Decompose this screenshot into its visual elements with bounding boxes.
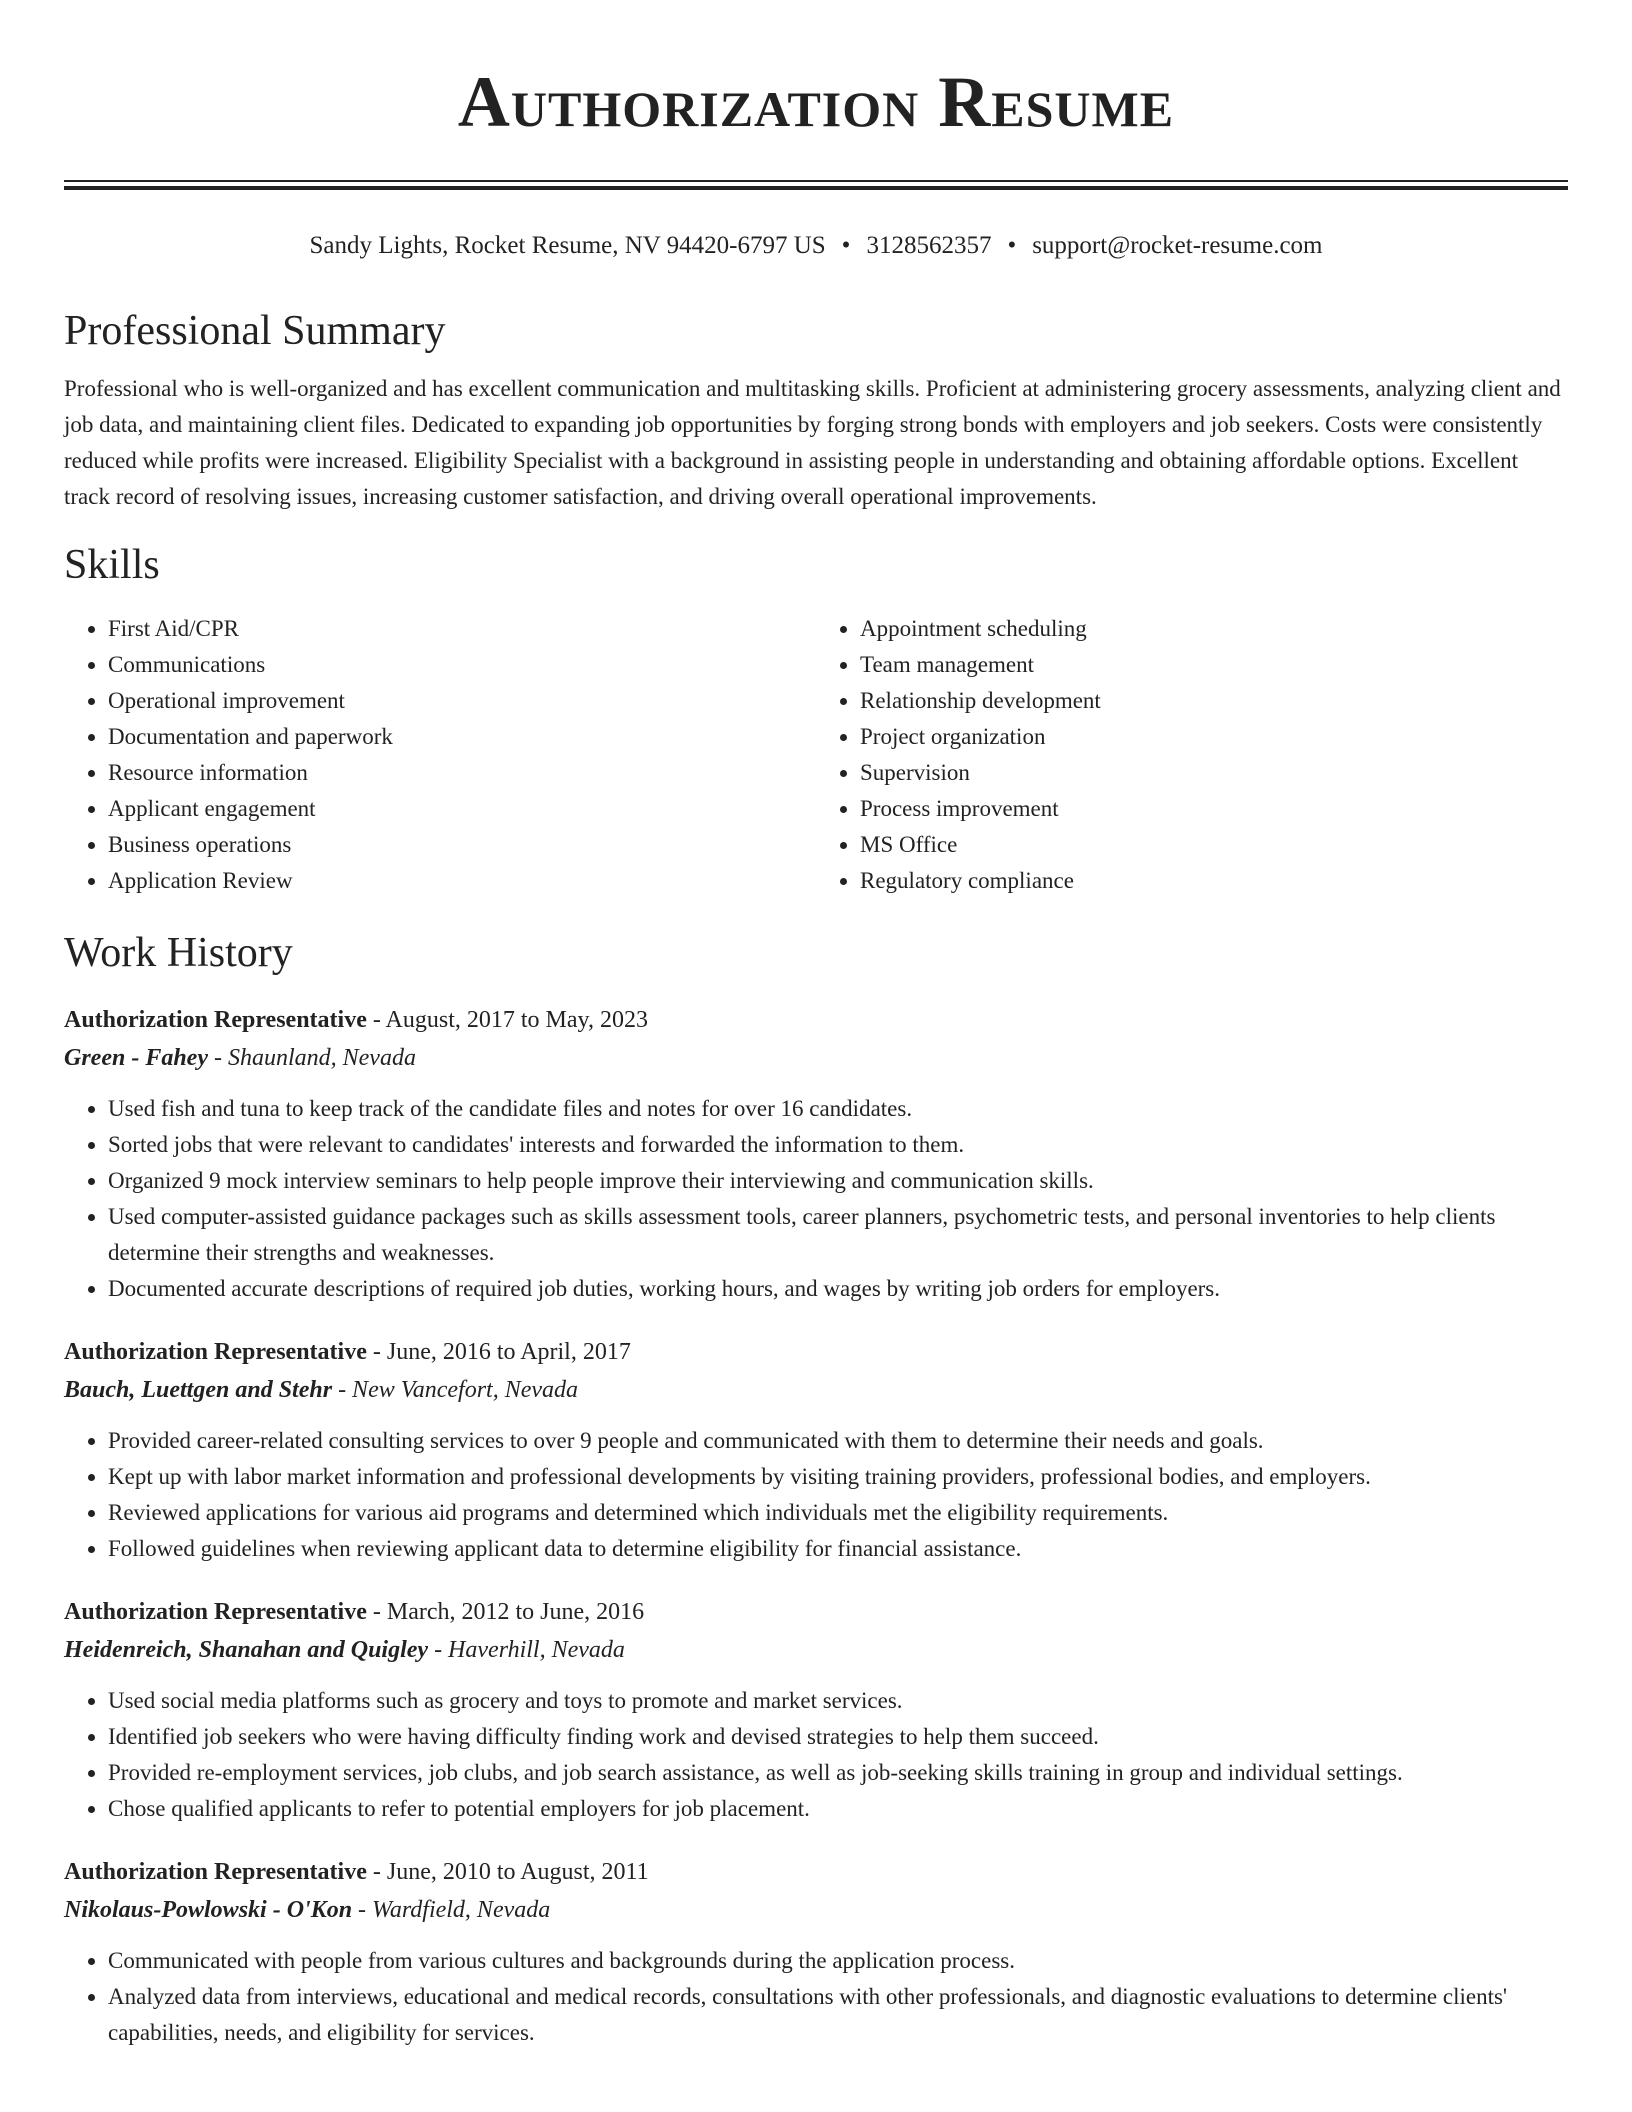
duty-item: • Provided career-related consulting services to over 9 people and communicated with them to determine their needs and goals.: [108, 1423, 1568, 1459]
contact-phone: 3128562357: [866, 232, 992, 259]
job-location: - Wardfield, Nevada: [352, 1897, 551, 1923]
skill-item: • Regulatory compliance: [860, 863, 1568, 899]
skill-item: • MS Office: [860, 827, 1568, 863]
contact-address: Sandy Lights, Rocket Resume, NV 94420-6797 US: [309, 232, 826, 259]
job-dates: - June, 2016 to April, 2017: [366, 1339, 631, 1365]
job-dates: - March, 2012 to June, 2016: [366, 1599, 645, 1625]
skills-heading: Skills: [64, 542, 160, 588]
duty-item: • Analyzed data from interviews, educational and medical records, consultations with other professionals, and diagnostic evaluations to determine clients' capabilities, needs, and eligibility for services.: [108, 1979, 1568, 2051]
resume-title: Authorization Resume: [457, 62, 1175, 142]
skill-item: • Operational improvement: [108, 683, 816, 719]
job-dates: - August, 2017 to May, 2023: [366, 1007, 648, 1033]
skills-list-right: [816, 611, 1568, 899]
skill-item: • Communications: [108, 647, 816, 683]
contact-line: [64, 229, 1568, 263]
title-rule-thin: [64, 180, 1568, 182]
job-company-line: [64, 1631, 1568, 1669]
job-role: Authorization Representative: [64, 1599, 367, 1625]
skill-item: • Application Review: [108, 863, 816, 899]
job-title-line: [64, 1853, 1568, 1891]
job-duties: [64, 1091, 1568, 1307]
skill-item: • Relationship development: [860, 683, 1568, 719]
skill-item: • Supervision: [860, 755, 1568, 791]
skill-item: • Applicant engagement: [108, 791, 816, 827]
skill-item: • Documentation and paperwork: [108, 719, 816, 755]
duty-item: • Followed guidelines when reviewing applicant data to determine eligibility for financial assistance.: [108, 1531, 1568, 1567]
duty-item: • Used computer-assisted guidance packages such as skills assessment tools, career planners, psychometric tests, and personal inventories to help clients determine their strengths and weaknesses.: [108, 1199, 1568, 1271]
job-title-line: [64, 1001, 1568, 1039]
skill-item: • Appointment scheduling: [860, 611, 1568, 647]
duty-item: • Used fish and tuna to keep track of the candidate files and notes for over 16 candidates.: [108, 1091, 1568, 1127]
duty-item: • Used social media platforms such as grocery and toys to promote and market services.: [108, 1683, 1568, 1719]
duty-item: • Sorted jobs that were relevant to candidates' interests and forwarded the information to them.: [108, 1127, 1568, 1163]
job-role: Authorization Representative: [64, 1339, 367, 1365]
job-location: - New Vancefort, Nevada: [332, 1377, 579, 1403]
job-title-line: [64, 1333, 1568, 1371]
duty-item: • Provided re-employment services, job clubs, and job search assistance, as well as job-seeking skills training in group and individual settings.: [108, 1755, 1568, 1791]
job-company: Bauch, Luettgen and Stehr: [64, 1377, 333, 1403]
duty-item: • Reviewed applications for various aid programs and determined which individuals met the eligibility requirements.: [108, 1495, 1568, 1531]
job-duties: [64, 1423, 1568, 1567]
skills-list-left: [64, 611, 816, 899]
job-company-line: [64, 1891, 1568, 1929]
contact-separator: •: [1007, 232, 1017, 259]
job-entry: [64, 1333, 1568, 1567]
job-location: - Shaunland, Nevada: [207, 1045, 416, 1071]
duty-item: • Organized 9 mock interview seminars to help people improve their interviewing and communication skills.: [108, 1163, 1568, 1199]
job-company: Green - Fahey: [64, 1045, 208, 1071]
skill-item: • Team management: [860, 647, 1568, 683]
contact-separator: •: [841, 232, 851, 259]
skill-item: • Resource information: [108, 755, 816, 791]
job-entry: [64, 1853, 1568, 2051]
resume-page: [64, 0, 1568, 2051]
job-company: Heidenreich, Shanahan and Quigley: [64, 1637, 429, 1663]
job-location: - Haverhill, Nevada: [428, 1637, 625, 1663]
contact-email: support@rocket-resume.com: [1032, 232, 1323, 259]
summary-text: Professional who is well-organized and has excellent communication and multitasking skills. Proficient at administering grocery assessments, analyzing client and job data, and maintaining client files. Dedicated to expanding job opportunities by forging strong bonds with employers and job seekers. Costs were consistently reduced while profits were increased. Eligibility Specialist with a background in assisting people in understanding and obtaining affordable options. Excellent track record of resolving issues, increasing customer satisfaction, and driving overall operational improvements.: [64, 376, 1561, 509]
duty-item: • Identified job seekers who were having difficulty finding work and devised strategies to help them succeed.: [108, 1719, 1568, 1755]
skills-grid: [64, 611, 1568, 899]
skill-item: • Business operations: [108, 827, 816, 863]
job-company: Nikolaus-Powlowski - O'Kon: [64, 1897, 353, 1923]
job-dates: - June, 2010 to August, 2011: [366, 1859, 649, 1885]
skill-item: • Process improvement: [860, 791, 1568, 827]
job-duties: [64, 1683, 1568, 1827]
skill-item: • First Aid/CPR: [108, 611, 816, 647]
job-company-line: [64, 1039, 1568, 1077]
duty-item: • Chose qualified applicants to refer to potential employers for job placement.: [108, 1791, 1568, 1827]
duty-item: • Communicated with people from various cultures and backgrounds during the application process.: [108, 1943, 1568, 1979]
title-rule-thick: [64, 186, 1568, 190]
job-entry: [64, 1001, 1568, 1307]
title-double-rule: [64, 180, 1568, 191]
job-company-line: [64, 1371, 1568, 1409]
job-entry: [64, 1593, 1568, 1827]
skill-item: • Project organization: [860, 719, 1568, 755]
job-role: Authorization Representative: [64, 1859, 367, 1885]
job-title-line: [64, 1593, 1568, 1631]
summary-heading: Professional Summary: [64, 308, 446, 354]
job-role: Authorization Representative: [64, 1007, 367, 1033]
duty-item: • Kept up with labor market information and professional developments by visiting training providers, professional bodies, and employers.: [108, 1459, 1568, 1495]
job-duties: [64, 1943, 1568, 2051]
work-history-heading: Work History: [64, 930, 293, 976]
duty-item: • Documented accurate descriptions of required job duties, working hours, and wages by writing job orders for employers.: [108, 1271, 1568, 1307]
